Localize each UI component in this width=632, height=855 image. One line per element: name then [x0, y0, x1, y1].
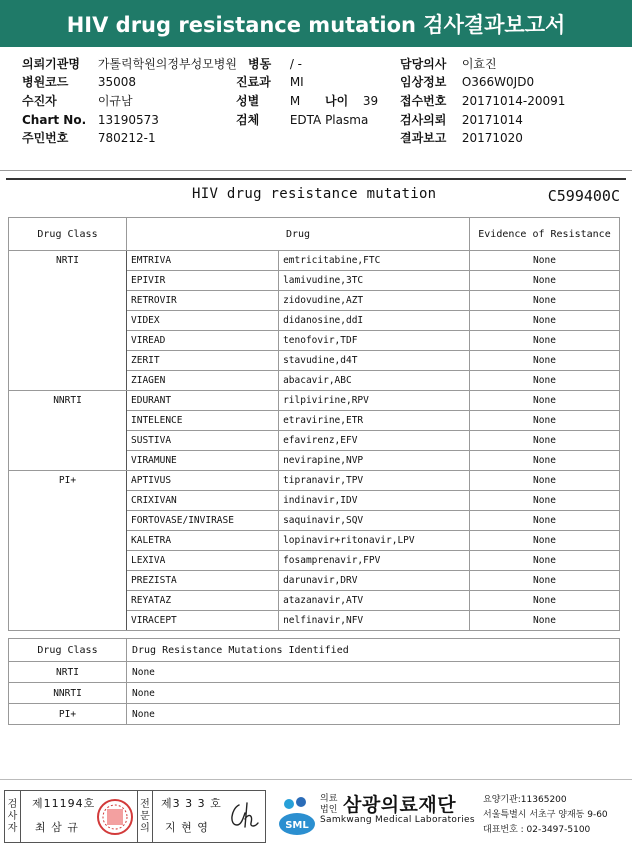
column-header: Drug Class: [9, 218, 127, 251]
org-phone: 대표번호 : 02-3497-5100: [483, 825, 591, 835]
evidence-cell: None: [470, 551, 620, 571]
drug-generic-cell: abacavir,ABC: [279, 371, 470, 391]
evidence-cell: None: [470, 591, 620, 611]
id-label: 주민번호: [22, 131, 69, 145]
drug-brand-cell: EPIVIR: [127, 271, 279, 291]
drug-generic-cell: tipranavir,TPV: [279, 471, 470, 491]
report-date-value: 20171020: [461, 131, 523, 145]
drug-brand-cell: LEXIVA: [127, 551, 279, 571]
table-row: [9, 704, 620, 725]
drug-brand-cell: EDURANT: [127, 391, 279, 411]
id-value: 780212-1: [97, 131, 156, 145]
drug-class-cell: PI+: [9, 704, 127, 725]
drug-generic-cell: lopinavir+ritonavir,LPV: [279, 531, 470, 551]
divider: [0, 170, 632, 171]
specimen-label: 검체: [236, 113, 260, 127]
request-date-label: 검사의뢰: [400, 113, 447, 127]
report-code: C599400C: [547, 187, 620, 205]
column-header: Drug Class: [9, 639, 127, 662]
doctor-label: 담당의사: [400, 57, 447, 71]
column-header: Drug Resistance Mutations Identified: [127, 639, 620, 662]
table-header-row: [9, 639, 620, 662]
drug-generic-cell: darunavir,DRV: [279, 571, 470, 591]
logo-text: SML: [285, 820, 309, 831]
receipt-no-label: 접수번호: [400, 94, 447, 108]
column-header: Drug: [127, 218, 470, 251]
drug-generic-cell: rilpivirine,RPV: [279, 391, 470, 411]
specialist-name: 지 현 영: [165, 821, 209, 834]
specialist-vertical-char: 전: [140, 798, 150, 810]
org-legal-prefix: [320, 794, 337, 816]
org-english-name: Samkwang Medical Laboratories: [320, 815, 475, 825]
report-date-label: 결과보고: [400, 131, 447, 145]
tester-seal-stamp: [96, 798, 134, 839]
evidence-cell: None: [470, 451, 620, 471]
name-value: 이규남: [97, 94, 133, 108]
org-contact-info: [483, 793, 608, 838]
clinical-info-label: 임상정보: [400, 75, 447, 89]
drug-class-cell: PI+: [9, 471, 127, 631]
evidence-cell: None: [470, 331, 620, 351]
drug-generic-cell: nelfinavir,NFV: [279, 611, 470, 631]
evidence-cell: None: [470, 271, 620, 291]
drug-class-cell: NRTI: [9, 662, 127, 683]
ward-label: 병동: [248, 57, 272, 71]
specialist-signature: [225, 799, 261, 836]
clinical-info-field: [400, 73, 534, 91]
drug-brand-cell: INTELENCE: [127, 411, 279, 431]
sex-label: 성별: [236, 94, 260, 108]
mutation-result-cell: None: [127, 662, 620, 683]
evidence-cell: None: [470, 251, 620, 271]
mutation-result-cell: None: [127, 704, 620, 725]
dept-label: 진료과: [236, 75, 271, 89]
drug-generic-cell: stavudine,d4T: [279, 351, 470, 371]
drug-generic-cell: fosamprenavir,FPV: [279, 551, 470, 571]
org-prefix-line: 의료: [320, 794, 338, 804]
drug-generic-cell: nevirapine,NVP: [279, 451, 470, 471]
drug-brand-cell: VIDEX: [127, 311, 279, 331]
drug-brand-cell: VIREAD: [127, 331, 279, 351]
drug-generic-cell: emtricitabine,FTC: [279, 251, 470, 271]
report-title-bar: [0, 0, 632, 47]
evidence-cell: None: [470, 471, 620, 491]
evidence-cell: None: [470, 351, 620, 371]
drug-generic-cell: atazanavir,ATV: [279, 591, 470, 611]
evidence-cell: None: [470, 611, 620, 631]
evidence-cell: None: [470, 491, 620, 511]
drug-generic-cell: efavirenz,EFV: [279, 431, 470, 451]
drug-brand-cell: CRIXIVAN: [127, 491, 279, 511]
drug-brand-cell: RETROVIR: [127, 291, 279, 311]
drug-generic-cell: etravirine,ETR: [279, 411, 470, 431]
evidence-cell: None: [470, 531, 620, 551]
chart-no-label: Chart No.: [22, 113, 87, 127]
evidence-cell: None: [470, 291, 620, 311]
mutation-table: [8, 638, 620, 725]
tester-vertical-label: [5, 791, 21, 842]
hospital-code-label: 병원코드: [22, 75, 69, 89]
table-row: [9, 251, 620, 271]
receipt-no-value: 20171014-20091: [461, 94, 566, 108]
column-header: Evidence of Resistance: [470, 218, 620, 251]
dept-value: MI: [289, 75, 304, 89]
table-row: [9, 391, 620, 411]
drug-generic-cell: indinavir,IDV: [279, 491, 470, 511]
evidence-cell: None: [470, 431, 620, 451]
tester-vertical-char: 검: [7, 798, 18, 810]
org-address: 서울특별시 서초구 양재동 9-60: [483, 810, 608, 820]
sml-logo: [275, 794, 319, 842]
evidence-cell: None: [470, 311, 620, 331]
drug-brand-cell: REYATAZ: [127, 591, 279, 611]
id-field: [22, 129, 156, 147]
drug-brand-cell: VIRACEPT: [127, 611, 279, 631]
doctor-value: 이효진: [461, 57, 497, 71]
tester-name: 최 삼 규: [35, 821, 79, 834]
drug-brand-cell: PREZISTA: [127, 571, 279, 591]
drug-brand-cell: VIRAMUNE: [127, 451, 279, 471]
drug-generic-cell: zidovudine,AZT: [279, 291, 470, 311]
table-row: [9, 662, 620, 683]
tester-vertical-char: 자: [7, 822, 18, 834]
footer-divider: [0, 779, 632, 780]
table-header-row: [9, 218, 620, 251]
evidence-cell: None: [470, 511, 620, 531]
request-date-value: 20171014: [461, 113, 523, 127]
institution-field: [22, 55, 237, 73]
request-date-field: [400, 111, 523, 129]
ward-field: [248, 55, 302, 73]
name-field: [22, 92, 133, 110]
age-label: 나이: [325, 94, 349, 108]
drug-generic-cell: saquinavir,SQV: [279, 511, 470, 531]
section-title: HIV drug resistance mutation: [192, 186, 437, 202]
chart-no-value: 13190573: [97, 113, 159, 127]
table-row: [9, 683, 620, 704]
specialist-license-no: 제3 3 3 호: [161, 797, 222, 810]
drug-generic-cell: didanosine,ddI: [279, 311, 470, 331]
drug-brand-cell: KALETRA: [127, 531, 279, 551]
report-date-field: [400, 129, 523, 147]
drug-brand-cell: ZIAGEN: [127, 371, 279, 391]
tester-vertical-char: 사: [7, 810, 18, 822]
sex-value: M: [289, 94, 301, 108]
drug-brand-cell: APTIVUS: [127, 471, 279, 491]
doctor-field: [400, 55, 497, 73]
ward-value: / -: [289, 57, 303, 71]
divider: [6, 178, 626, 180]
specialist-vertical-label: [137, 791, 153, 842]
signature-box: [4, 790, 266, 843]
drug-class-cell: NRTI: [9, 251, 127, 391]
drug-generic-cell: lamivudine,3TC: [279, 271, 470, 291]
care-institution-no: 요양기관:11365200: [483, 795, 567, 805]
specimen-value: EDTA Plasma: [289, 113, 369, 127]
specialist-vertical-char: 문: [140, 810, 150, 822]
drug-brand-cell: EMTRIVA: [127, 251, 279, 271]
specialist-vertical-char: 의: [140, 822, 150, 834]
age-value: 39: [362, 94, 379, 108]
dept-field: [236, 73, 304, 91]
hospital-code-value: 35008: [97, 75, 137, 89]
clinical-info-value: O366W0JD0: [461, 75, 535, 89]
chart-no-field: [22, 111, 159, 129]
drug-brand-cell: FORTOVASE/INVIRASE: [127, 511, 279, 531]
evidence-cell: None: [470, 391, 620, 411]
institution-value: 가톨릭학원의정부성모병원: [97, 57, 237, 71]
org-name: 삼광의료재단: [343, 794, 457, 816]
drug-generic-cell: tenofovir,TDF: [279, 331, 470, 351]
evidence-cell: None: [470, 411, 620, 431]
patient-info: [0, 55, 632, 155]
tester-license-no: 제11194호: [32, 797, 96, 810]
hospital-code-field: [22, 73, 136, 91]
drug-resistance-table: [8, 217, 620, 631]
table-row: [9, 471, 620, 491]
specimen-field: [236, 111, 368, 129]
org-prefix-line: 법인: [320, 805, 338, 815]
institution-label: 의뢰기관명: [22, 57, 80, 71]
sex-field: [236, 92, 300, 110]
drug-class-cell: NNRTI: [9, 391, 127, 471]
evidence-cell: None: [470, 571, 620, 591]
age-field: [325, 92, 378, 110]
drug-class-cell: NNRTI: [9, 683, 127, 704]
evidence-cell: None: [470, 371, 620, 391]
drug-brand-cell: ZERIT: [127, 351, 279, 371]
report-title: HIV drug resistance mutation 검사결과보고서: [66, 12, 566, 37]
mutation-result-cell: None: [127, 683, 620, 704]
drug-brand-cell: SUSTIVA: [127, 431, 279, 451]
name-label: 수진자: [22, 94, 57, 108]
receipt-no-field: [400, 92, 565, 110]
